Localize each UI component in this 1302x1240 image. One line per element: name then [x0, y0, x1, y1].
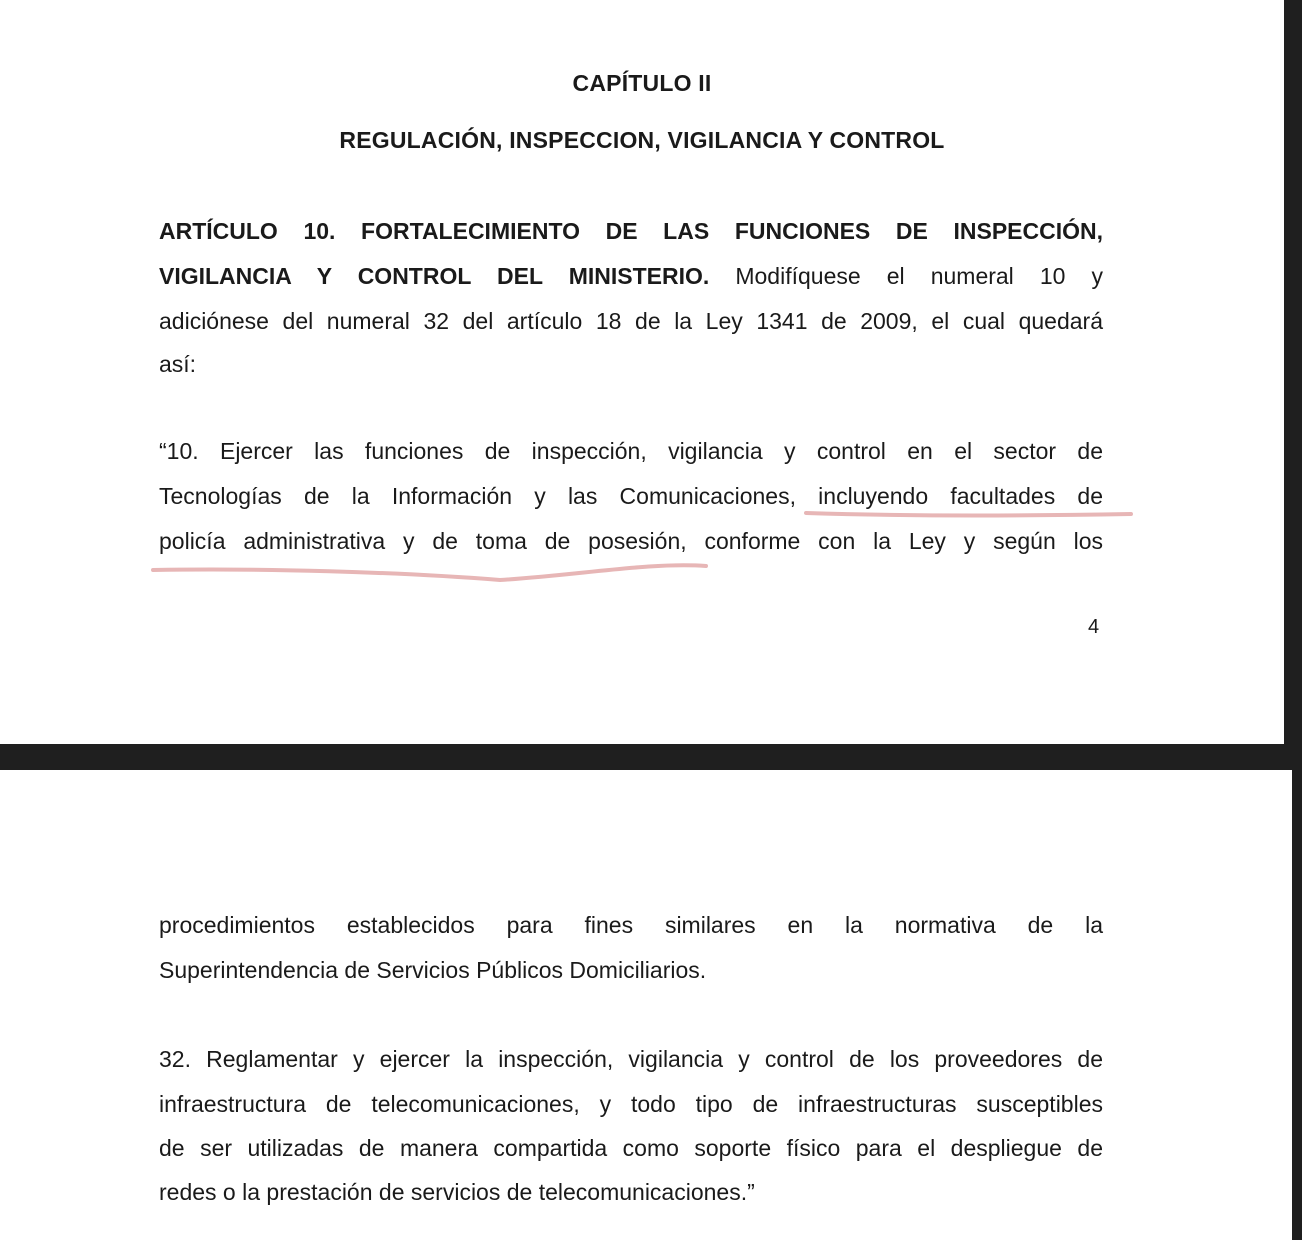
article-text-rest: Modifíquese el numeral 10 y	[735, 263, 1104, 289]
continuation-line: Superintendencia de Servicios Públicos Domiciliarios.	[159, 957, 707, 983]
section-title: REGULACIÓN, INSPECCION, VIGILANCIA Y CONTROL	[339, 127, 945, 153]
page-edge-shadow	[1292, 770, 1302, 1240]
item-32-line: de ser utilizadas de manera compartida como soporte físico para el despliegue de	[159, 1135, 1103, 1161]
article-text-line: adiciónese del numeral 32 del artículo 18 de la Ley 1341 de 2009, el cual quedará	[159, 308, 1103, 334]
article-heading-bold: VIGILANCIA Y CONTROL DEL MINISTERIO.	[159, 263, 710, 289]
page-number: 4	[1088, 616, 1100, 638]
item-10-line: Tecnologías de la Información y las Comunicaciones, incluyendo facultades de	[159, 483, 1103, 509]
chapter-heading: CAPÍTULO II	[572, 70, 712, 96]
item-32-line: 32. Reglamentar y ejercer la inspección, vigilancia y control de los proveedores de	[159, 1046, 1103, 1072]
continuation-line: procedimientos establecidos para fines similares en la normativa de la	[159, 912, 1103, 938]
article-text-line: así:	[159, 351, 197, 377]
article-text-line	[159, 262, 1103, 290]
item-10-line: “10. Ejercer las funciones de inspección, vigilancia y control en el sector de	[159, 438, 1103, 464]
item-32-line: infraestructura de telecomunicaciones, y todo tipo de infraestructuras susceptibles	[159, 1091, 1103, 1117]
item-32-line: redes o la prestación de servicios de telecomunicaciones.”	[159, 1179, 755, 1205]
document-page-bottom	[0, 770, 1292, 1240]
item-10-line: policía administrativa y de toma de posesión, conforme con la Ley y según los	[159, 528, 1103, 554]
article-heading-line: ARTÍCULO 10. FORTALECIMIENTO DE LAS FUNCIONES DE INSPECCIÓN,	[159, 218, 1103, 244]
page-edge-shadow	[1284, 0, 1302, 770]
